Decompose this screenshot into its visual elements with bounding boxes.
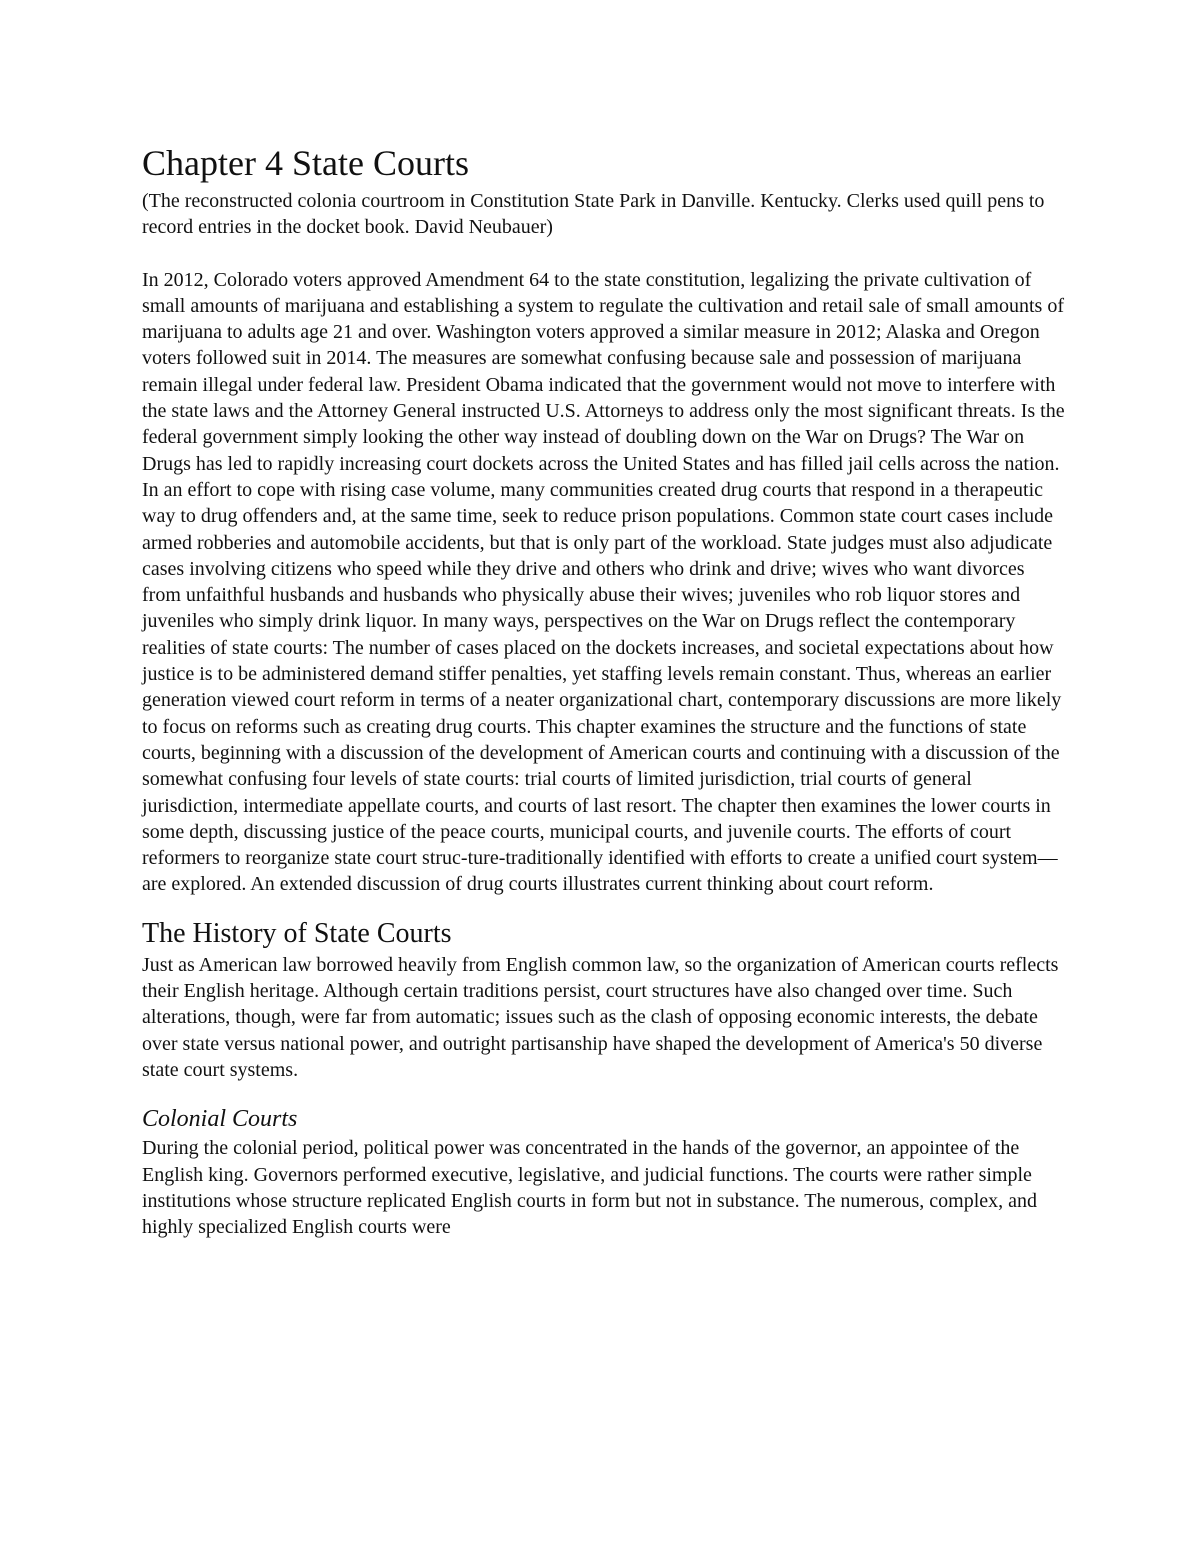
section-paragraph: Just as American law borrowed heavily from English common law, so the organization of American courts reflects their English heritage. Although certain traditions persist, court structures have also changed over time. Such alterations, though, were far from automatic; issues such as the clash of opposing economic interests, the debate over state versus national power, and outright partisanship have shaped the development of America's 50 diverse state court systems.: [142, 953, 1059, 1081]
chapter-title: Chapter 4 State Courts: [142, 143, 469, 183]
subsection-paragraph: During the colonial period, political power was concentrated in the hands of the governor, an appointee of the English king. Governors performed executive, legislative, and judicial functions. The courts were rather simple institutions whose structure replicated English courts in form but not in substance. The numerous, complex, and highly specialized English courts were: [142, 1137, 1038, 1239]
section-heading: The History of State Courts: [142, 917, 452, 949]
photo-caption: (The reconstructed colonia courtroom in Constitution State Park in Danville. Kentucky. Clerks used quill pens to record entries in the docket book. David Neubauer): [142, 190, 1045, 239]
document-page: [142, 140, 1067, 1240]
intro-paragraph: In 2012, Colorado voters approved Amendment 64 to the state constitution, legalizing the private cultivation of small amounts of marijuana and establishing a system to regulate the cultivation and retail sale of small amounts of marijuana to adults age 21 and over. Washington voters approved a similar measure in 2012; Alaska and Oregon voters followed suit in 2014. The measures are somewhat confusing because sale and possession of marijuana remain illegal under federal law. President Obama indicated that the government would not move to interfere with the state laws and the Attorney General instructed U.S. Attorneys to address only the most significant threats. Is the federal government simply looking the other way instead of doubling down on the War on Drugs? The War on Drugs has led to rapidly increasing court dockets across the United States and has filled jail cells across the nation. In an effort to cope with rising case volume, many communities created drug courts that respond in a therapeutic way to drug offenders and, at the same time, seek to reduce prison populations. Common state court cases include armed robberies and automobile accidents, but that is only part of the workload. State judges must also adjudicate cases involving citizens who speed while they drive and others who drink and drive; wives who want divorces from unfaithful husbands and husbands who physically abuse their wives; juveniles who rob liquor stores and juveniles who simply drink liquor. In many ways, perspectives on the War on Drugs reflect the contemporary realities of state courts: The number of cases placed on the dockets increases, and societal expectations about how justice is to be administered demand stiffer penalties, yet staffing levels remain constant. Thus, whereas an earlier generation viewed court reform in terms of a neater organizational chart, contemporary discussions are more likely to focus on reforms such as creating drug courts. This chapter examines the structure and the functions of state courts, beginning with a discussion of the development of American courts and continuing with a discussion of the somewhat confusing four levels of state courts: trial courts of limited jurisdiction, trial courts of general jurisdiction, intermediate appellate courts, and courts of last resort. The chapter then examines the lower courts in some depth, discussing justice of the peace courts, municipal courts, and juvenile courts. The efforts of court reformers to reorganize state court struc-ture-traditionally identified with efforts to create a unified court system—are explored. An extended discussion of drug courts illustrates current thinking about court reform.: [142, 268, 1065, 896]
subsection-heading: Colonial Courts: [142, 1106, 298, 1133]
